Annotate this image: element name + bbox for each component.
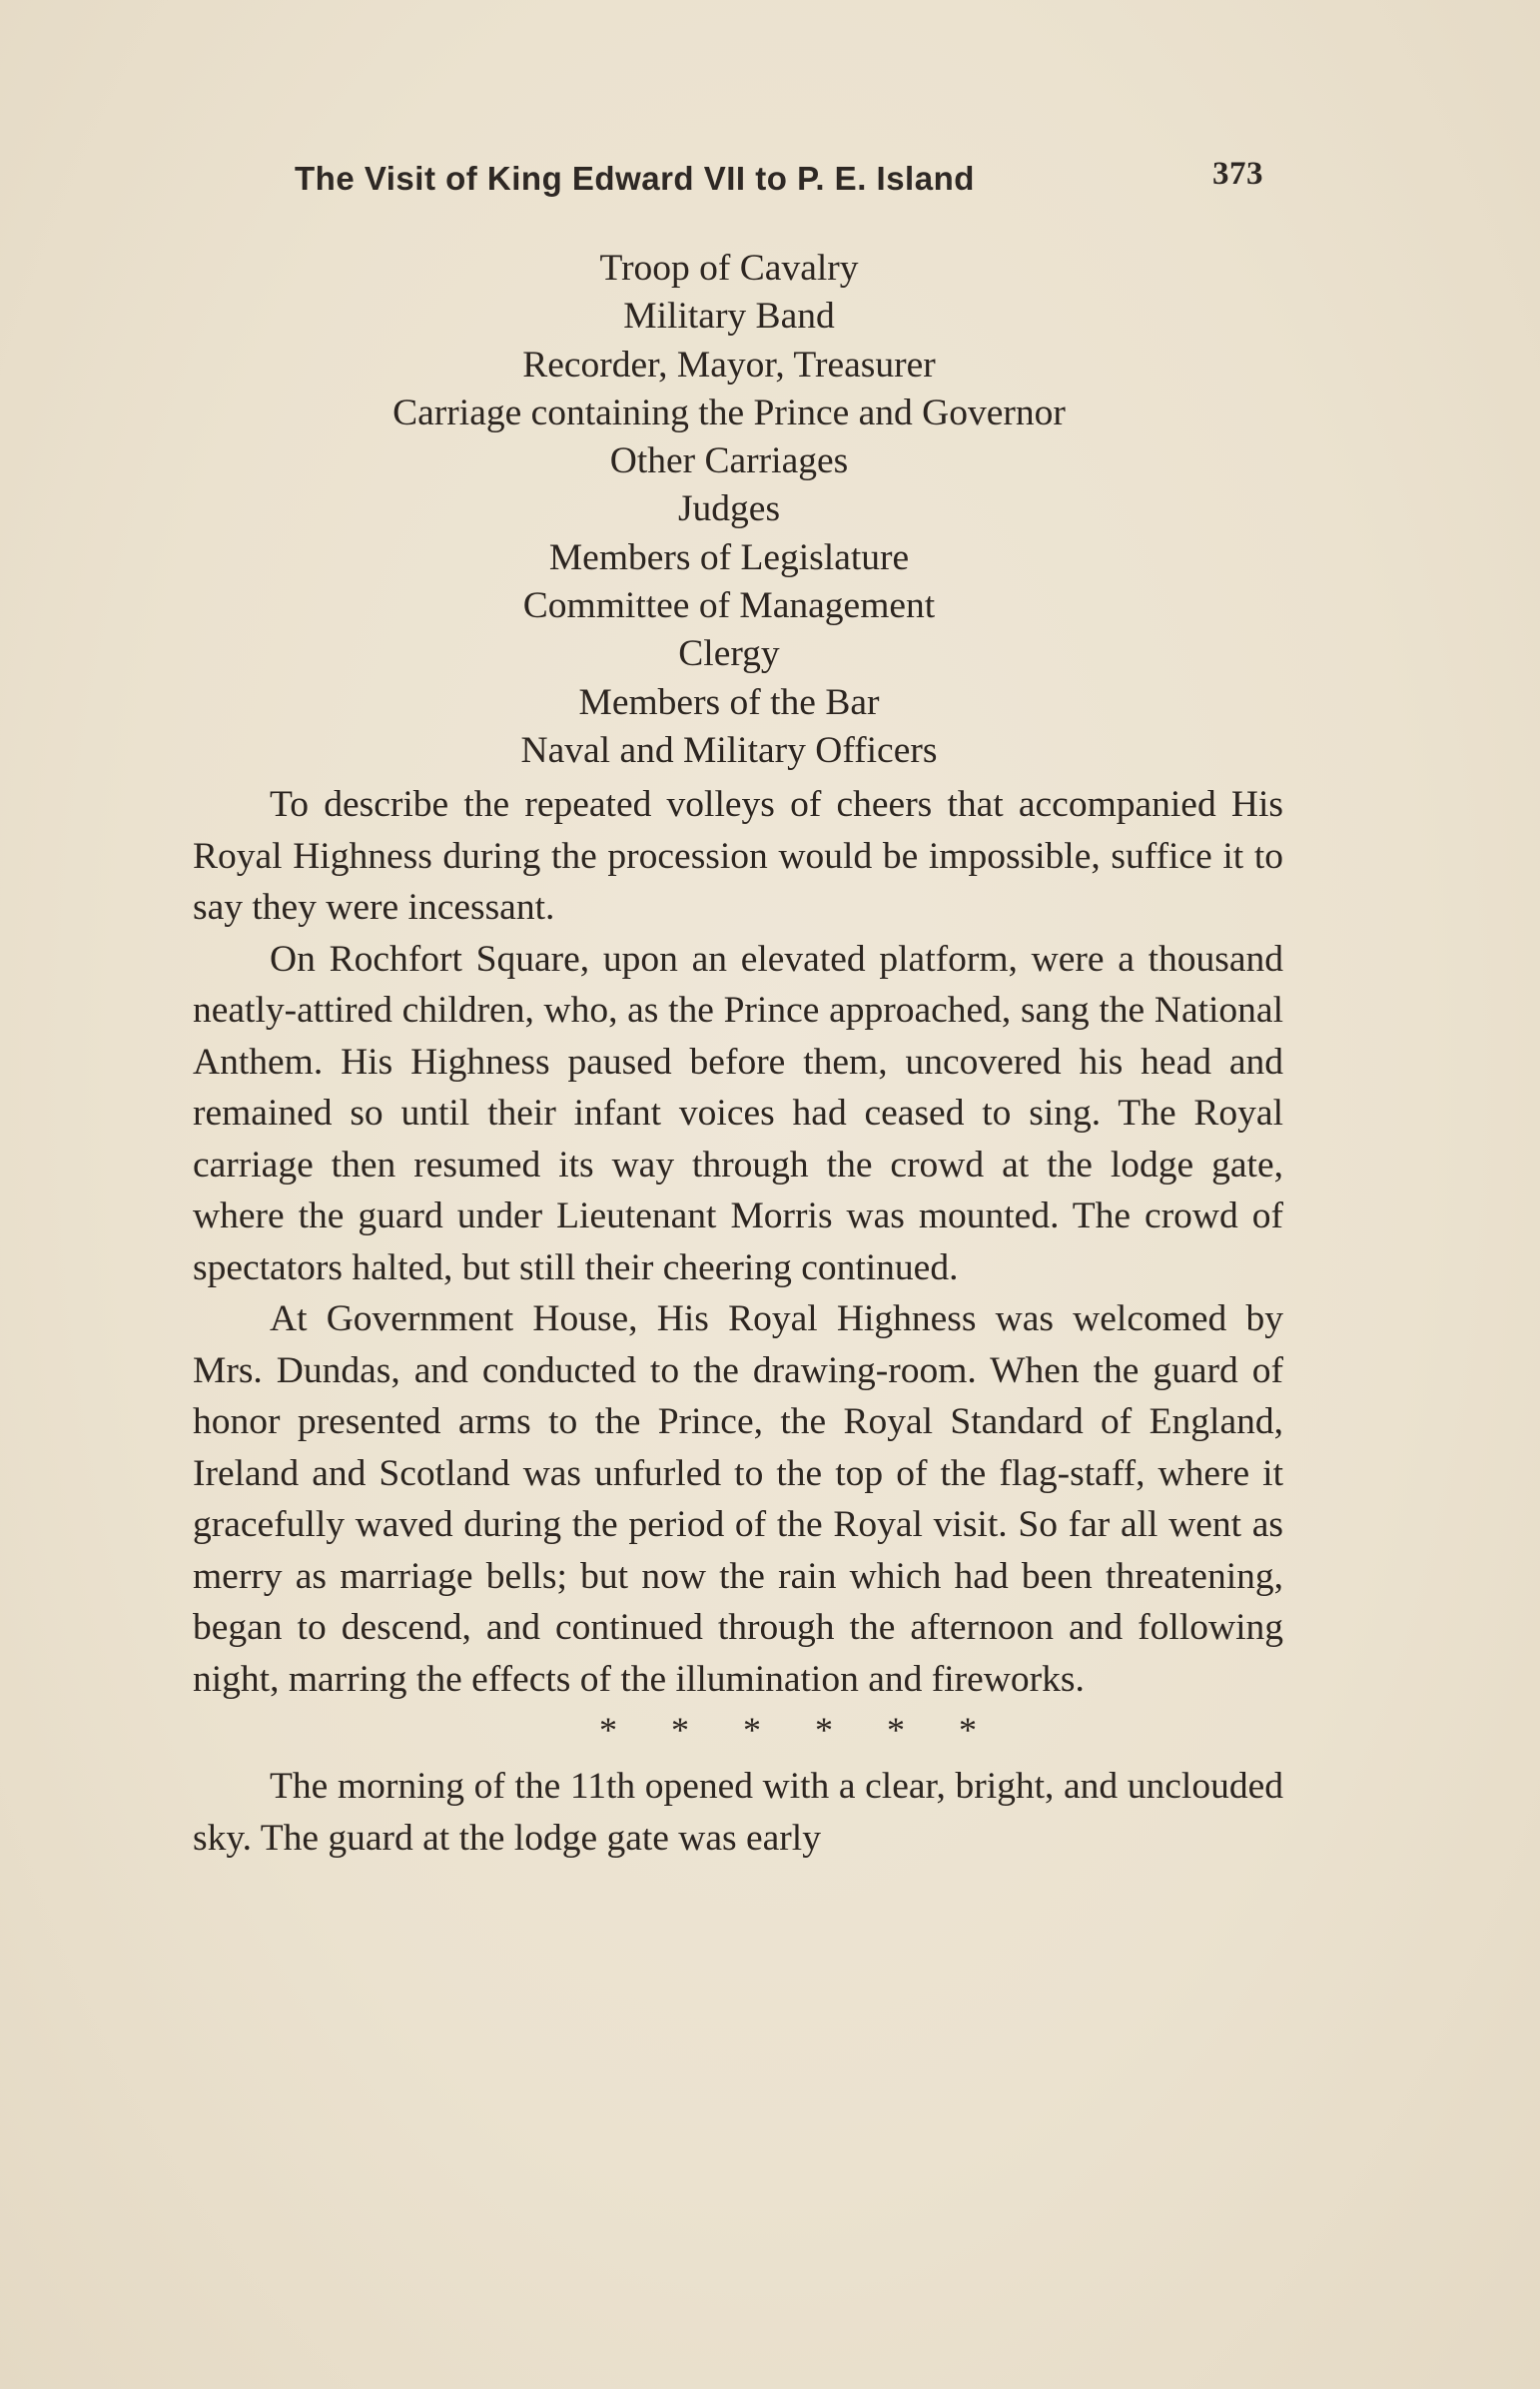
page-number: 373 bbox=[1212, 156, 1263, 192]
procession-item: Judges bbox=[677, 488, 781, 530]
procession-item: Other Carriages bbox=[609, 440, 849, 482]
procession-item: Naval and Military Officers bbox=[520, 729, 938, 771]
procession-item: Members of the Bar bbox=[578, 681, 880, 723]
procession-item: Recorder, Mayor, Treasurer bbox=[522, 344, 936, 386]
body-text bbox=[193, 779, 1283, 1864]
procession-item: Clergy bbox=[678, 633, 780, 675]
paragraph-cheers: To describe the repeated volleys of cheers that accompanied His Royal Highness during the procession would be impossible, suffice it to say they were incessant. bbox=[193, 784, 1283, 928]
procession-list bbox=[190, 245, 1268, 775]
procession-item: Carriage containing the Prince and Governor bbox=[392, 392, 1066, 433]
procession-item: Military Band bbox=[623, 296, 835, 338]
chapter-title: The Visit of King Edward VII to P. E. Island bbox=[295, 160, 975, 197]
section-separator: * * * * * * bbox=[599, 1710, 977, 1750]
procession-item: Committee of Management bbox=[522, 585, 936, 627]
paragraph-government-house: At Government House, His Royal Highness was welcomed by Mrs. Dundas, and conducted to the drawing-room. When the guard of honor presented arms to the Prince, the Royal Standard of England, Ireland and Scotland was unfurled to the top of the flag-staff, where it gracefully waved during the period of the Royal visit. So far all went as merry as marriage bells; but now the rain which had been threatening, began to descend, and continued through the afternoon and following night, marring the effects of the illumination and fireworks. bbox=[193, 1298, 1283, 1700]
running-head bbox=[295, 156, 1263, 210]
procession-item: Members of Legislature bbox=[548, 536, 910, 578]
paragraph-rochfort-square: On Rochfort Square, upon an elevated platform, were a thousand neatly-attired children, who, as the Prince approached, sang the National Anthem. His Highness paused before them, uncovered his head and remained so until their infant voices had ceased to sing. The Royal carriage then resumed its way through the crowd at the lodge gate, where the guard under Lieutenant Morris was mounted. The crowd of spectators halted, but still their cheering continued. bbox=[193, 938, 1283, 1288]
procession-item: Troop of Cavalry bbox=[599, 248, 859, 289]
paragraph-morning: The morning of the 11th opened with a clear, bright, and unclouded sky. The guard at the lodge gate was early bbox=[193, 1766, 1283, 1859]
